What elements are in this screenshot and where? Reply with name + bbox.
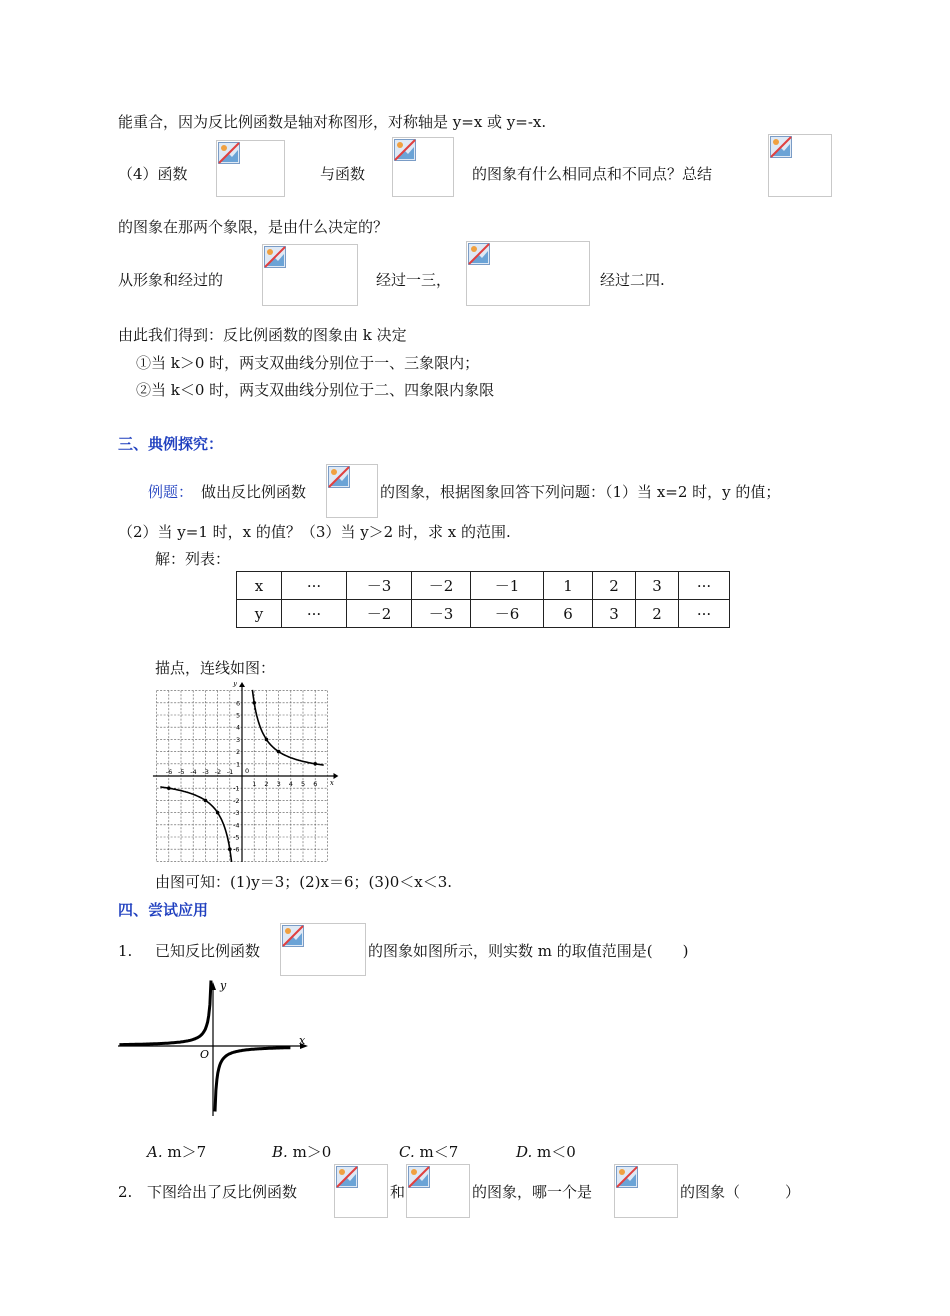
curve-branch-left [160,787,231,862]
y-tick-label: -6 [233,845,240,854]
choice-text: m＞0 [292,1143,332,1161]
value-table [236,571,730,628]
hyperbola-sketch-graph [116,980,316,1120]
plotted-point [216,811,220,815]
broken-image-icon [466,241,590,306]
y-tick-label: 2 [236,748,241,757]
y-tick-label: -4 [233,821,240,830]
broken-image-icon [216,140,285,197]
choice-c[interactable] [399,1142,458,1162]
broken-image-icon [392,137,454,197]
table-cell: 2 [593,572,636,600]
question-number: 1. [118,942,133,960]
table-cell: －3 [347,572,412,600]
text-line: 经过二四. [600,271,665,289]
text-line: （4）函数 [118,165,188,183]
text-line: 能重合，因为反比例函数是轴对称图形，对称轴是 y=x 或 y=-x. [118,113,547,131]
text-line: 经过一三， [376,271,452,289]
x-tick-label: 5 [301,780,306,788]
text-line: 的图象有什么相同点和不同点？总结 [472,165,713,183]
broken-image-icon [280,923,366,976]
table-cell: －2 [412,572,471,600]
table-cell: 1 [544,572,593,600]
broken-image-icon [768,134,832,197]
table-cell: ··· [679,600,730,628]
y-tick-label: 4 [236,723,241,732]
choice-text: m＞7 [167,1143,207,1161]
text-line: 由此我们得到：反比例函数的图象由 k 决定 [118,326,407,344]
plotted-point [277,750,281,754]
table-cell: 2 [636,600,679,628]
table-cell: ··· [282,572,347,600]
choice-text: m＜7 [419,1143,459,1161]
text-line: ②当 k＜0 时，两支双曲线分别位于二、四象限内象限 [136,381,495,399]
x-tick-label: 3 [276,780,281,788]
x-tick-label: -6 [165,768,173,776]
choice-b[interactable] [272,1142,331,1162]
text-line: 的图象如图所示，则实数 m 的取值范围是( ) [368,942,689,960]
hyperbola-grid-graph [150,682,362,862]
broken-image-icon [406,1164,470,1218]
x-tick-label: -4 [190,768,197,776]
y-tick-label: 6 [236,699,241,708]
text-line: 由图可知：(1)y＝3；(2)x＝6；(3)0＜x＜3. [155,873,453,891]
axis-label-x: x [329,779,334,787]
x-tick-label: 2 [264,780,269,788]
table-cell: x [237,572,282,600]
text-line: 的图象，根据图象回答下列问题：（1）当 x=2 时，y 的值； [380,483,781,501]
text-line: 的图象，哪一个是 [472,1183,593,1201]
choice-letter: B. [272,1143,288,1161]
section-heading: 四、尝试应用 [118,901,209,919]
text-line: 已知反比例函数 [155,942,261,960]
plotted-point [252,701,256,705]
x-tick-label: -5 [178,768,185,776]
plotted-point [204,799,208,803]
broken-image-icon [334,1164,388,1218]
example-label: 例题： [148,483,194,501]
x-tick-label: -3 [202,768,209,776]
text-line: 与函数 [320,165,366,183]
table-cell: 3 [636,572,679,600]
broken-image-icon [614,1164,678,1218]
choice-a[interactable] [147,1142,206,1162]
plotted-point [313,762,317,766]
table-row [237,600,730,628]
tick-labels [166,682,334,854]
x-tick-label: 4 [288,780,293,788]
text-line: 做出反比例函数 [201,483,307,501]
question-number: 2. [118,1183,133,1201]
table-row [237,572,730,600]
origin-label: 0 [245,767,250,775]
table-cell: 6 [544,600,593,628]
x-tick-label: -1 [226,768,234,776]
choice-letter: C. [399,1143,415,1161]
axis-label-y: y [233,682,237,688]
text-line: 描点，连线如图： [155,659,276,677]
axis-label-y: y [220,980,227,992]
origin-label: O [200,1048,210,1061]
text-line: （2）当 y=1 时，x 的值？（3）当 y＞2 时，求 x 的范围. [118,523,511,541]
table-cell: －1 [471,572,544,600]
y-axis-arrow [239,682,245,687]
text-line: 的图象（ ） [680,1183,801,1201]
table-cell: －3 [412,600,471,628]
text-line: 解：列表： [155,550,231,568]
broken-image-icon [262,244,358,306]
section-heading: 三、典例探究： [118,435,224,453]
table-cell: ··· [282,600,347,628]
text-line: 从形象和经过的 [118,271,224,289]
broken-image-icon [326,464,378,518]
text-line: 下图给出了反比例函数 [147,1183,298,1201]
table-cell: －2 [347,600,412,628]
table-cell: 3 [593,600,636,628]
x-tick-label: 1 [252,780,257,788]
y-tick-label: 1 [236,760,241,769]
text-line: ①当 k＞0 时，两支双曲线分别位于一、三象限内； [136,354,480,372]
x-tick-label: 6 [313,780,318,788]
y-tick-label: -5 [233,833,240,842]
choice-letter: D. [516,1143,533,1161]
y-tick-label: 3 [236,735,241,744]
plotted-point [167,786,171,790]
plotted-point [228,847,232,851]
x-tick-label: -2 [214,768,222,776]
text-line: 的图象在那两个象限，是由什么决定的？ [118,218,389,236]
y-tick-label: 5 [236,711,241,720]
table-cell: y [237,600,282,628]
y-tick-label: -3 [233,809,240,818]
choice-text: m＜0 [537,1143,576,1161]
table-cell: －6 [471,600,544,628]
table-cell: ··· [679,572,730,600]
x-axis-arrow [334,773,339,779]
choice-d[interactable] [516,1142,576,1162]
text-line: 和 [390,1183,406,1201]
axis-label-x: x [299,1034,306,1047]
choice-letter: A. [147,1143,163,1161]
plotted-point [265,738,269,742]
y-tick-label: -2 [233,796,240,805]
y-tick-label: -1 [233,784,240,793]
